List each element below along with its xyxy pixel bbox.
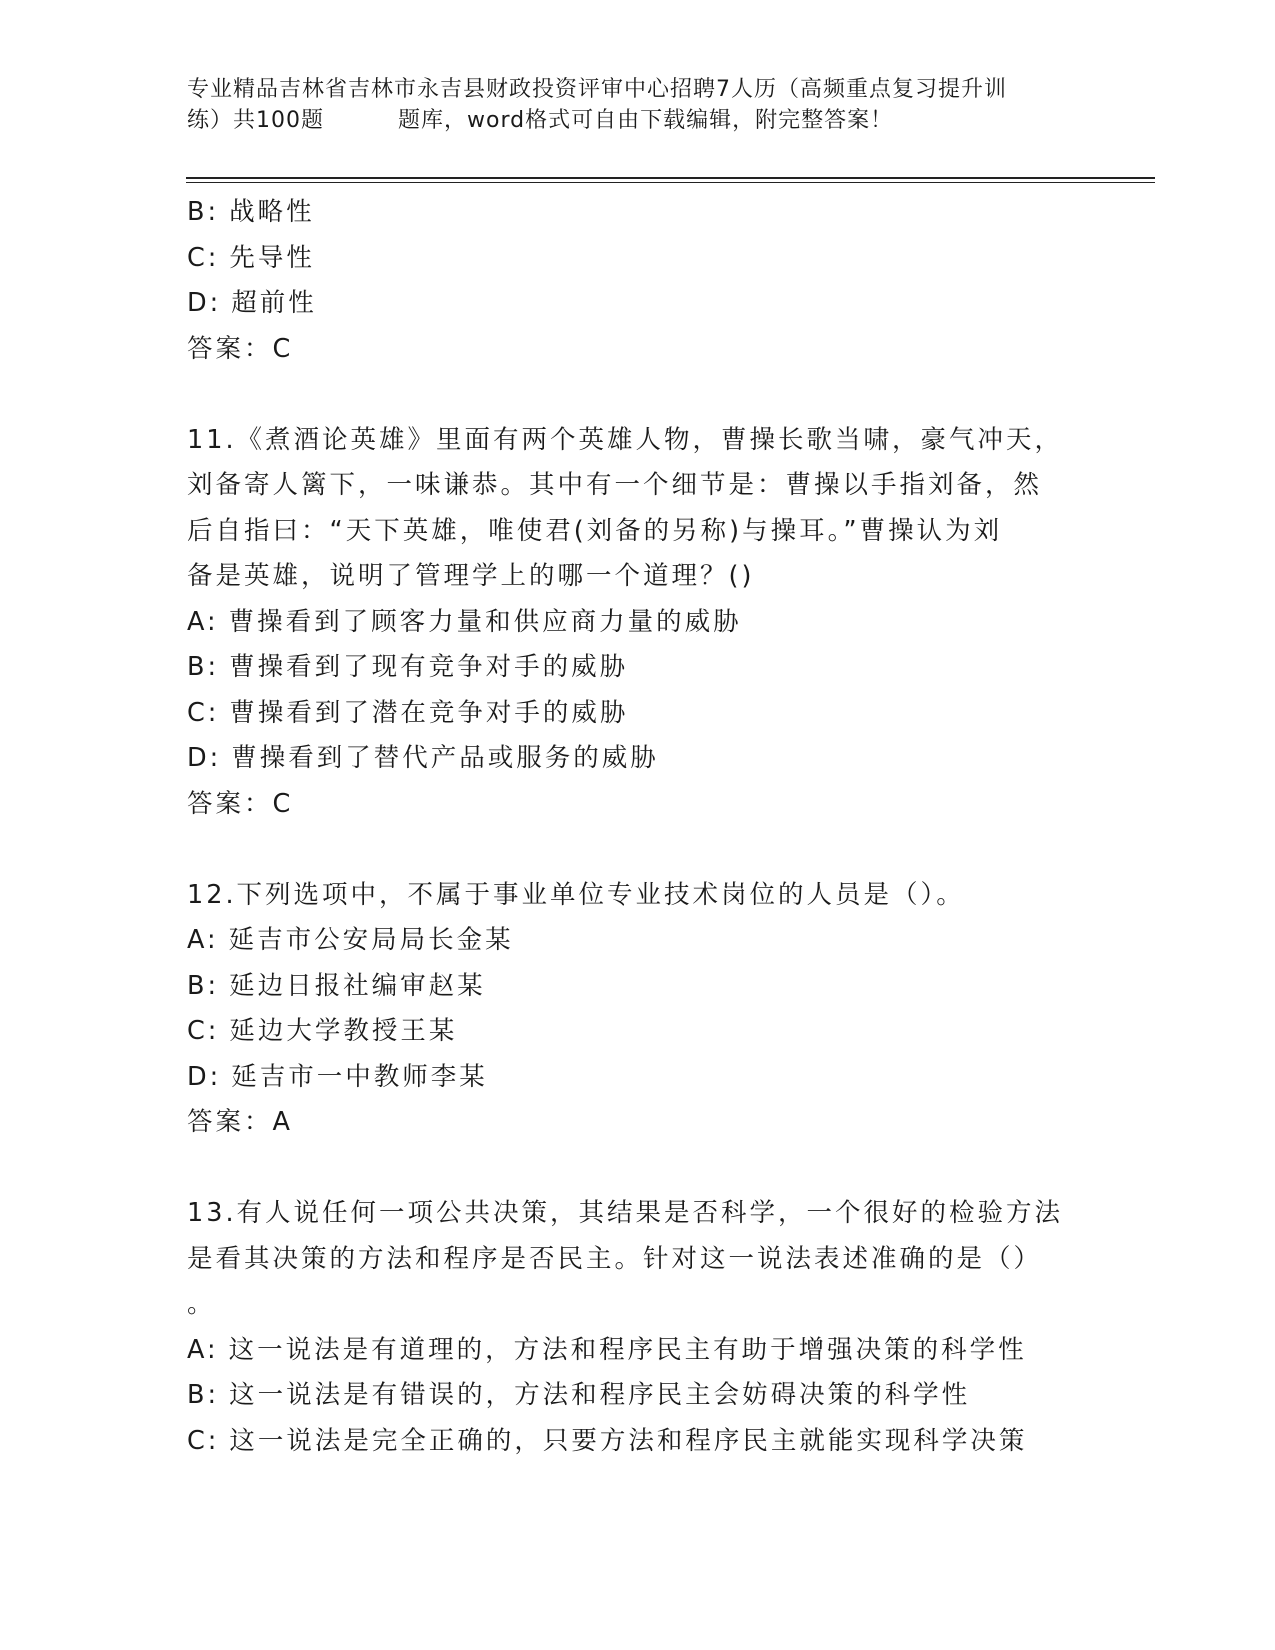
option-label: D: <box>187 1061 222 1092</box>
header-divider-thin <box>186 182 1155 183</box>
option-label: B: <box>187 197 220 227</box>
option-text: 曹操看到了潜在竞争对手的威胁 <box>229 697 629 728</box>
question-11-line-1: 11.《煮酒论英雄》里面有两个英雄人物，曹操长歌当啸，豪气冲天， <box>187 424 1064 455</box>
answer-line: 答案：C <box>187 333 294 364</box>
option-d <box>187 1055 1087 1101</box>
option-label: C: <box>187 1425 220 1456</box>
header-download-note: 题库，word格式可自由下载编辑，附完整答案！ <box>398 108 894 133</box>
option-c <box>187 691 1087 737</box>
header-title-line-2 <box>187 105 1087 136</box>
option-text: 先导性 <box>229 242 315 273</box>
question-13-line-2: 是看其决策的方法和程序是否民主。针对这一说法表述准确的是（） <box>187 1243 1043 1274</box>
option-text: 曹操看到了替代产品或服务的威胁 <box>231 743 659 773</box>
question-11-line-4: 备是英雄，说明了管理学上的哪一个道理？() <box>187 561 755 591</box>
option-text: 战略性 <box>229 197 315 227</box>
option-text: 超前性 <box>231 288 317 318</box>
option-label: C: <box>187 697 220 728</box>
option-a <box>187 1328 1087 1374</box>
question-11-line-3: 后自指曰：“天下英雄，唯使君(刘备的另称)与操耳。”曹操认为刘 <box>187 515 1003 546</box>
option-label: B: <box>187 1380 220 1410</box>
option-label: A: <box>187 606 219 637</box>
option-d <box>187 281 1087 327</box>
question-13-line-3: 。 <box>187 1289 216 1319</box>
answer-line: 答案：C <box>187 788 294 819</box>
option-label: A: <box>187 925 219 955</box>
header-title-line-1: 专业精品吉林省吉林市永吉县财政投资评审中心招聘7人历（高频重点复习提升训 <box>187 77 1007 102</box>
option-b <box>187 964 1087 1010</box>
option-text: 延边大学教授王某 <box>229 1016 458 1046</box>
option-text: 这一说法是完全正确的，只要方法和程序民主就能实现科学决策 <box>229 1425 1028 1456</box>
option-text: 延吉市公安局局长金某 <box>228 925 514 955</box>
question-12-line-1: 12.下列选项中，不属于事业单位专业技术岗位的人员是（）。 <box>187 879 965 910</box>
header-question-count: 练）共100题 <box>187 108 324 133</box>
option-a <box>187 600 1087 646</box>
option-b <box>187 190 1087 236</box>
option-c <box>187 1419 1087 1465</box>
option-text: 曹操看到了现有竞争对手的威胁 <box>229 652 629 682</box>
option-d <box>187 736 1087 782</box>
option-text: 这一说法是有道理的，方法和程序民主有助于增强决策的科学性 <box>228 1334 1027 1365</box>
option-a <box>187 918 1087 964</box>
option-c <box>187 236 1087 282</box>
option-b <box>187 1373 1087 1419</box>
option-label: B: <box>187 970 220 1001</box>
option-label: C: <box>187 1016 220 1046</box>
option-text: 这一说法是有错误的，方法和程序民主会妨碍决策的科学性 <box>229 1380 971 1410</box>
answer-line: 答案：A <box>187 1107 293 1137</box>
question-content <box>187 190 1087 1464</box>
question-13-line-1: 13.有人说任何一项公共决策，其结果是否科学，一个很好的检验方法 <box>187 1198 1064 1228</box>
option-text: 曹操看到了顾客力量和供应商力量的威胁 <box>228 606 742 637</box>
option-label: D: <box>187 743 222 773</box>
option-label: D: <box>187 288 222 318</box>
option-label: B: <box>187 652 220 682</box>
option-c <box>187 1009 1087 1055</box>
option-text: 延吉市一中教师李某 <box>231 1061 488 1092</box>
header-divider-thick <box>186 177 1155 179</box>
option-text: 延边日报社编审赵某 <box>229 970 486 1001</box>
option-b <box>187 645 1087 691</box>
document-header <box>187 74 1087 136</box>
option-label: A: <box>187 1334 219 1365</box>
question-11-line-2: 刘备寄人篱下，一味谦恭。其中有一个细节是：曹操以手指刘备，然 <box>187 470 1043 500</box>
option-label: C: <box>187 242 220 273</box>
